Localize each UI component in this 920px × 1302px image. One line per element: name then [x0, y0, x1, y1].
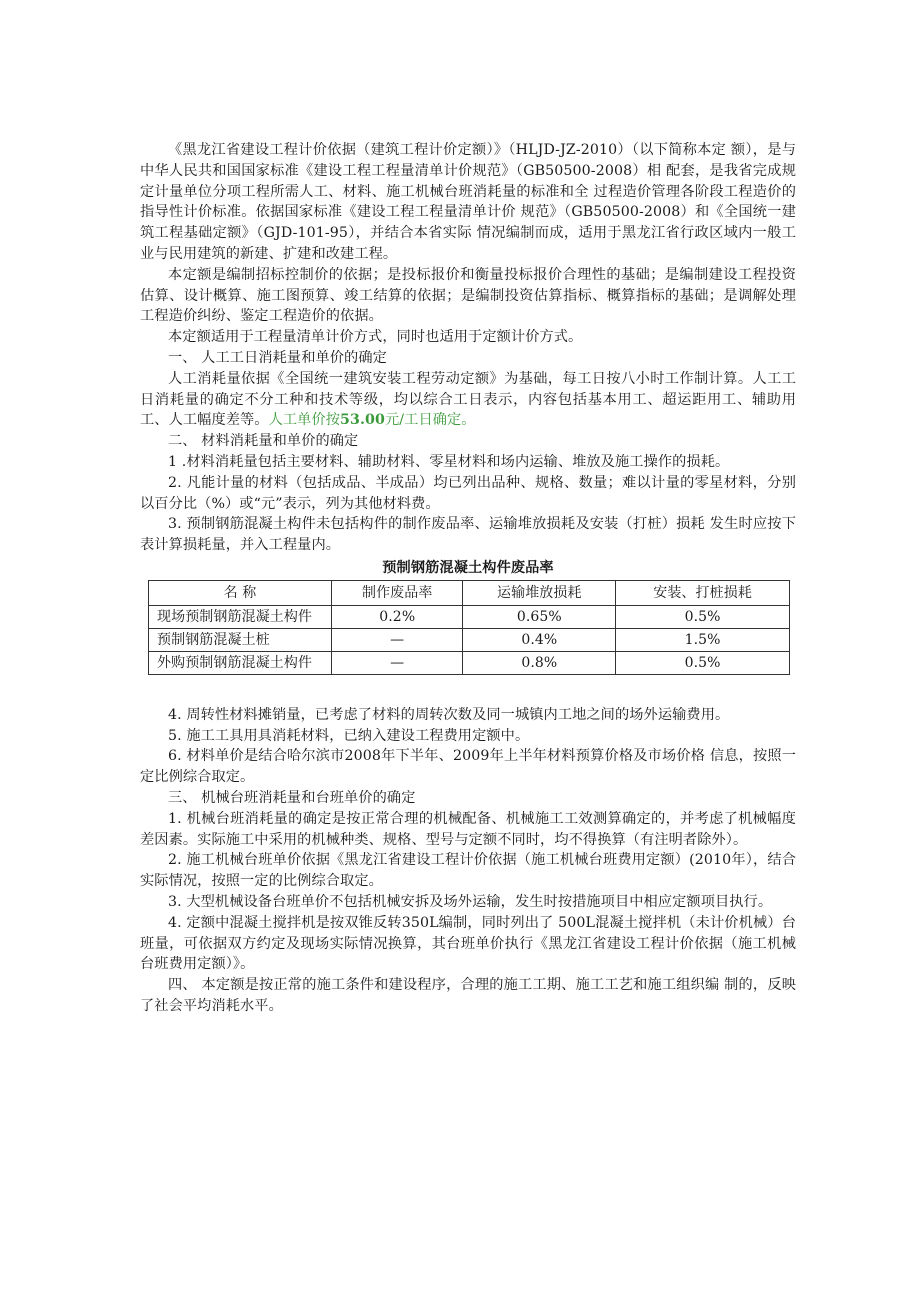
- table-cell: 0.5%: [616, 605, 790, 628]
- table-header-row: [149, 580, 790, 605]
- purpose-paragraph: 本定额是编制招标控制价的依据；是投标报价和衡量投标报价合理性的基础；是编制建设工程投资估算、设计概算、施工图预算、竣工结算的依据；是编制投资估算指标、概算指标的基础；是调解处理工程造价纠纷、鉴定工程造价的依据。: [140, 266, 796, 325]
- table-cell: 0.4%: [463, 628, 616, 651]
- table-header-cell: 名 称: [149, 580, 332, 605]
- intro-paragraph: 《黑龙江省建设工程计价依据（建筑工程计价定额）》（HLJD-JZ-2010）（以下简称本定 额），是与中华人民共和国国家标准《建设工程工程量清单计价规范》（GB50500-2008）相 配套，是我省完成规定计量单位分项工程所需人工、材料、施工机械台班消耗量的标准和全 过程造价管理各阶段工程造价的指导性计价标准。依据国家标准《建设工程工程量清单计价 规范》（GB50500-2008）和《全国统一建筑工程基础定额》（GJD-101-95），并结合本省实际 情况编制而成，适用于黑龙江省行政区域内一般工业与民用建筑的新建、扩建和改建工程。: [140, 142, 796, 262]
- table-cell: 0.8%: [463, 651, 616, 674]
- table-row: [149, 628, 790, 651]
- labor-unit-price-value: 53.00: [340, 412, 385, 429]
- table-cell: —: [332, 651, 463, 674]
- table-header-cell: 运输堆放损耗: [463, 580, 616, 605]
- section-four-paragraph: 四、 本定额是按正常的施工条件和建设程序，合理的施工工期、施工工艺和施工组织编 制的，反映了社会平均消耗水平。: [140, 977, 796, 1014]
- table-row: [149, 651, 790, 674]
- machinery-item-1: 1. 机械台班消耗量的确定是按正常合理的机械配备、机械施工工效测算确定的，并考虑了机械幅度差因素。实际施工中采用的机械种类、规格、型号与定额不同时，均不得换算（有注明者除外）。: [140, 810, 796, 848]
- table-cell: 0.65%: [463, 605, 616, 628]
- table-cell: 0.5%: [616, 651, 790, 674]
- machinery-item-3: 3. 大型机械设备台班单价不包括机械安拆及场外运输，发生时按措施项目中相应定额项目执行。: [168, 893, 773, 910]
- scope-paragraph: 本定额适用于工程量清单计价方式，同时也适用于定额计价方式。: [168, 329, 583, 346]
- loss-rate-table: [148, 580, 790, 675]
- document-body: [140, 140, 796, 1017]
- materials-item-6: 6. 材料单价是结合哈尔滨市2008年下半年、2009年上半年材料预算价格及市场价格 信息，按照一定比例综合取定。: [140, 748, 796, 786]
- table-cell-name: 预制钢筋混凝土桩: [149, 628, 332, 651]
- materials-item-1: 1 .材料消耗量包括主要材料、辅助材料、零星材料和场内运输、堆放及施工操作的损耗。: [168, 453, 730, 470]
- labor-paragraph: [140, 369, 796, 431]
- table-cell-name: 现场预制钢筋混凝土构件: [149, 605, 332, 628]
- section-heading-materials: 二、 材料消耗量和单价的确定: [168, 433, 359, 450]
- section-heading-labor: 一、 人工工日消耗量和单价的确定: [168, 349, 387, 366]
- table-cell: 1.5%: [616, 628, 790, 651]
- table-cell: 0.2%: [332, 605, 463, 628]
- materials-item-4: 4. 周转性材料摊销量，已考虑了材料的周转次数及同一城镇内工地之间的场外运输费用。: [168, 706, 730, 723]
- section-heading-machinery: 三、 机械台班消耗量和台班单价的确定: [168, 789, 416, 806]
- materials-item-2: 2. 凡能计量的材料（包括成品、半成品）均已列出品种、规格、数量；难以计量的零星材料，分别以百分比（%）或“元”表示，列为其他材料费。: [140, 474, 796, 512]
- table-header-cell: 制作废品率: [332, 580, 463, 605]
- table-cell-name: 外购预制钢筋混凝土构件: [149, 651, 332, 674]
- labor-unit-price: 人工单价按53.00元/工日确定。: [268, 412, 476, 429]
- table-cell: —: [332, 628, 463, 651]
- table-header-cell: 安装、打桩损耗: [616, 580, 790, 605]
- materials-item-5: 5. 施工工具用具消耗材料，已纳入建设工程费用定额中。: [168, 727, 530, 744]
- labor-text: 人工消耗量依据《全国统一建筑安装工程劳动定额》为基础，每工日按八小时工作制计算。人工工日消耗量的确定不分工种和技术等级，均以综合工日表示，内容包括基本用工、超运距用工、辅助用工、人工幅度差等。: [140, 370, 796, 429]
- table-title: 预制钢筋混凝土构件废品率: [382, 559, 554, 576]
- materials-item-3: 3. 预制钢筋混凝土构件未包括构件的制作废品率、运输堆放损耗及安装（打桩）损耗 发生时应按下表计算损耗量，并入工程量内。: [140, 516, 796, 554]
- table-row: [149, 605, 790, 628]
- post-table-section: [140, 705, 796, 1017]
- machinery-item-2: 2. 施工机械台班单价依据《黑龙江省建设工程计价依据（施工机械台班费用定额）(2010年），结合实际情况，按照一定的比例综合取定。: [140, 852, 796, 890]
- machinery-item-4: 4. 定额中混凝土搅拌机是按双锥反转350L编制，同时列出了 500L混凝土搅拌机（未计价机械）台班量，可依据双方约定及现场实际情况换算，其台班单价执行《黑龙江省建设工程计价依据（施工机械台班费用定额）》。: [140, 914, 796, 973]
